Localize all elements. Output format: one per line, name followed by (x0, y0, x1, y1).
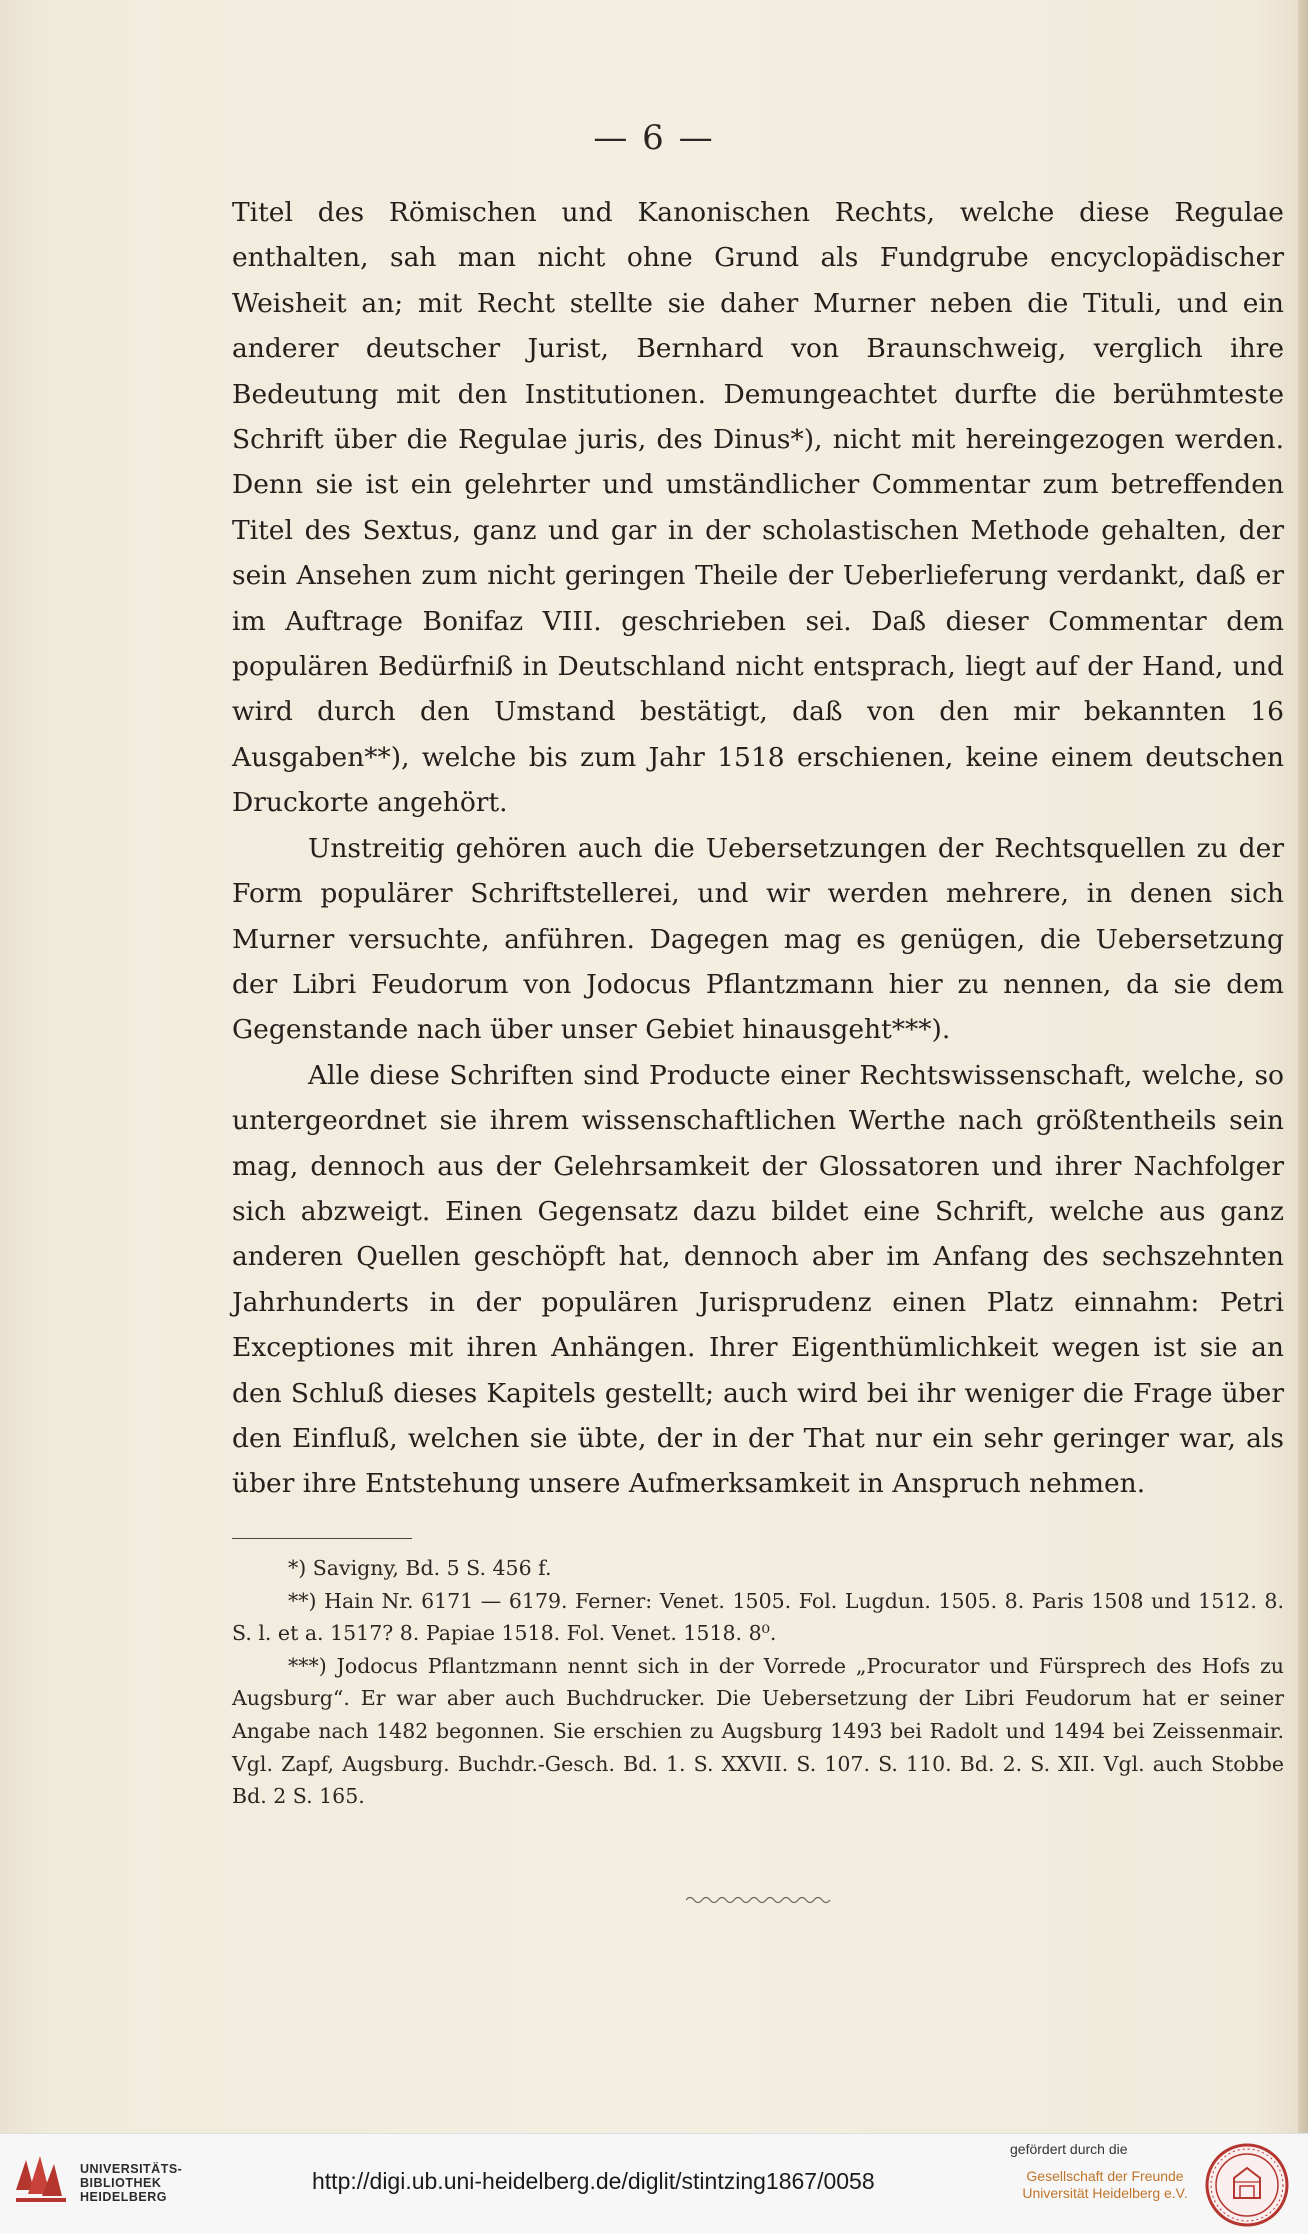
society-name-line: Universität Heidelberg e.V. (1022, 2185, 1188, 2201)
library-name-line: HEIDELBERG (80, 2190, 167, 2204)
footnote: ***) Jodocus Pflantzmann nennt sich in der Vorrede „Procurator und Fürsprech des Hofs zu Augsburg“. Er war aber auch Buchdrucker. Die Uebersetzung der Libri Feudorum hat er seiner Angabe nach 1482 begonnen. Sie erschien zu Augsburg 1493 bei Radolt und 1494 bei Zeissenmair. Vgl. Zapf, Augsburg. Buchdr.-Gesch. Bd. 1. S. XXVII. S. 107. S. 110. Bd. 2. S. XII. Vgl. auch Stobbe Bd. 2 S. 165. (232, 1653, 1284, 1809)
society-seal-icon (1204, 2142, 1290, 2228)
end-ornament-icon (686, 1895, 834, 1905)
funded-by-label: gefördert durch die (1010, 2141, 1128, 2157)
society-name (1005, 2168, 1205, 2202)
library-name-line: BIBLIOTHEK (80, 2176, 162, 2190)
footnote-rule (232, 1538, 412, 1539)
main-text (232, 190, 1284, 1507)
footnotes (232, 1552, 1284, 1813)
page-edge (1298, 0, 1308, 2133)
permalink-url[interactable]: http://digi.ub.uni-heidelberg.de/diglit/stintzing1867/0058 (312, 2168, 875, 2194)
library-name (80, 2162, 182, 2204)
library-name-line: UNIVERSITÄTS- (80, 2162, 183, 2176)
page-number: — 6 — (593, 118, 715, 158)
society-name-line: Gesellschaft der Freunde (1026, 2168, 1184, 2184)
footnote: **) Hain Nr. 6171 — 6179. Ferner: Venet. 1505. Fol. Lugdun. 1505. 8. Paris 1508 und 1512. 8. S. l. et a. 1517? 8. Papiae 1518. Fol. Venet. 1518. 8⁰. (232, 1588, 1284, 1646)
paragraph: Titel des Römischen und Kanonischen Rechts, welche diese Regulae enthalten, sah man nicht ohne Grund als Fundgrube encyclopädischer Weisheit an; mit Recht stellte sie daher Murner neben die Tituli, und ein anderer deutscher Jurist, Bernhard von Braunschweig, verglich ihre Bedeutung mit den Institutionen. Demungeachtet durfte die berühmteste Schrift über die Regulae juris, des Dinus*), nicht mit hereingezogen werden. Denn sie ist ein gelehrter und umständlicher Commentar zum betreffenden Titel des Sextus, ganz und gar in der scholastischen Methode gehalten, der sein Ansehen zum nicht geringen Theile der Ueberlieferung verdankt, daß er im Auftrage Bonifaz VIII. geschrieben sei. Daß dieser Commentar dem populären Bedürfniß in Deutschland nicht entsprach, liegt auf der Hand, und wird durch den Umstand bestätigt, daß von den mir bekannten 16 Ausgaben**), welche bis zum Jahr 1518 erschienen, keine einem deutschen Druckorte angehört. (232, 197, 1284, 819)
ub-heidelberg-logo-icon (12, 2150, 74, 2212)
paragraph: Alle diese Schriften sind Producte einer Rechtswissenschaft, welche, so untergeordnet sie ihrem wissenschaftlichen Werthe nach größtentheils sein mag, dennoch aus der Gelehrsamkeit der Glossatoren und ihrer Nachfolger sich abzweigt. Einen Gegensatz dazu bildet eine Schrift, welche aus ganz anderen Quellen geschöpft hat, dennoch aber im Anfang des sechszehnten Jahrhunderts in der populären Jurisprudenz einen Platz einnahm: Petri Exceptiones mit ihren Anhängen. Ihrer Eigenthümlichkeit wegen ist sie an den Schluß dieses Kapitels gestellt; auch wird bei ihr weniger die Frage über den Einfluß, welchen sie übte, der in der That nur ein sehr geringer war, als über ihre Entstehung unsere Aufmerksamkeit in Anspruch nehmen. (232, 1059, 1284, 1500)
paragraph: Unstreitig gehören auch die Uebersetzungen der Rechtsquellen zu der Form populärer Schriftstellerei, und wir werden mehrere, in denen sich Murner versuchte, anführen. Dagegen mag es genügen, die Uebersetzung der Libri Feudorum von Jodocus Pflantzmann hier zu nennen, da sie dem Gegenstande nach über unser Gebiet hinausgeht***). (232, 832, 1284, 1046)
footnote: *) Savigny, Bd. 5 S. 456 f. (288, 1556, 552, 1580)
